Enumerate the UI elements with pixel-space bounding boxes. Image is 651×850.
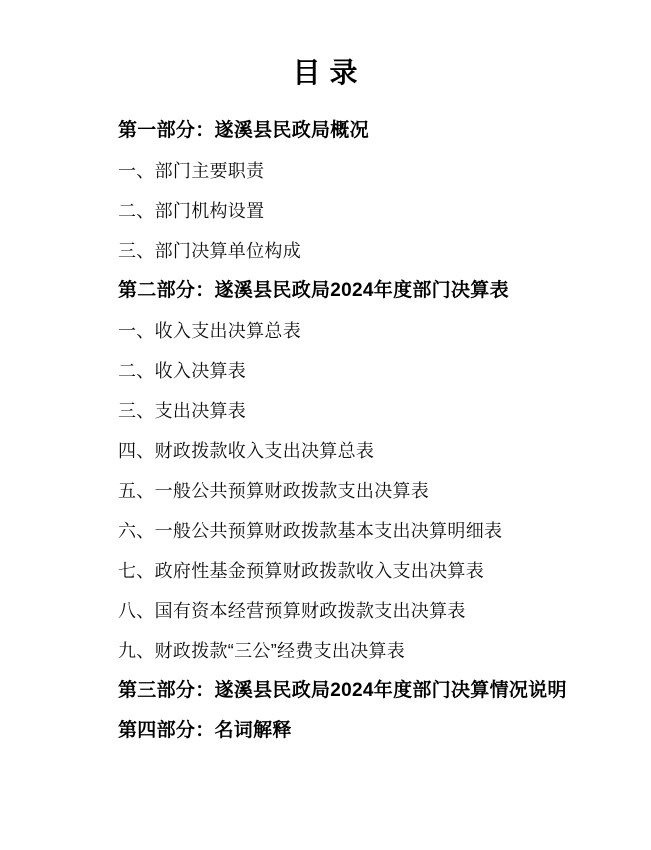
toc-part-2-heading: 第二部分：遂溪县民政局2024年度部门决算表 bbox=[118, 280, 509, 301]
toc-entry: 六、一般公共预算财政拨款基本支出决算明细表 bbox=[118, 521, 503, 541]
toc-list bbox=[118, 111, 598, 751]
toc-entry: 五、一般公共预算财政拨款支出决算表 bbox=[118, 481, 430, 501]
toc-entry: 九、财政拨款“三公”经费支出决算表 bbox=[118, 641, 406, 661]
toc-entry: 一、部门主要职责 bbox=[118, 161, 265, 181]
toc-entry: 二、部门机构设置 bbox=[118, 201, 265, 221]
toc-entry: 三、支出决算表 bbox=[118, 401, 247, 421]
toc-part-4-heading: 第四部分：名词解释 bbox=[118, 720, 292, 741]
toc-entry: 一、收入支出决算总表 bbox=[118, 321, 301, 341]
toc-part-1-heading: 第一部分：遂溪县民政局概况 bbox=[118, 120, 369, 141]
toc-entry: 四、财政拨款收入支出决算总表 bbox=[118, 441, 375, 461]
toc-entry: 七、政府性基金预算财政拨款收入支出决算表 bbox=[118, 561, 484, 581]
toc-entry: 三、部门决算单位构成 bbox=[118, 241, 301, 261]
toc-entry: 二、收入决算表 bbox=[118, 361, 247, 381]
toc-part-3-heading: 第三部分：遂溪县民政局2024年度部门决算情况说明 bbox=[118, 680, 567, 701]
toc-title: 目 录 bbox=[292, 58, 359, 89]
toc-entry: 八、国有资本经营预算财政拨款支出决算表 bbox=[118, 601, 466, 621]
